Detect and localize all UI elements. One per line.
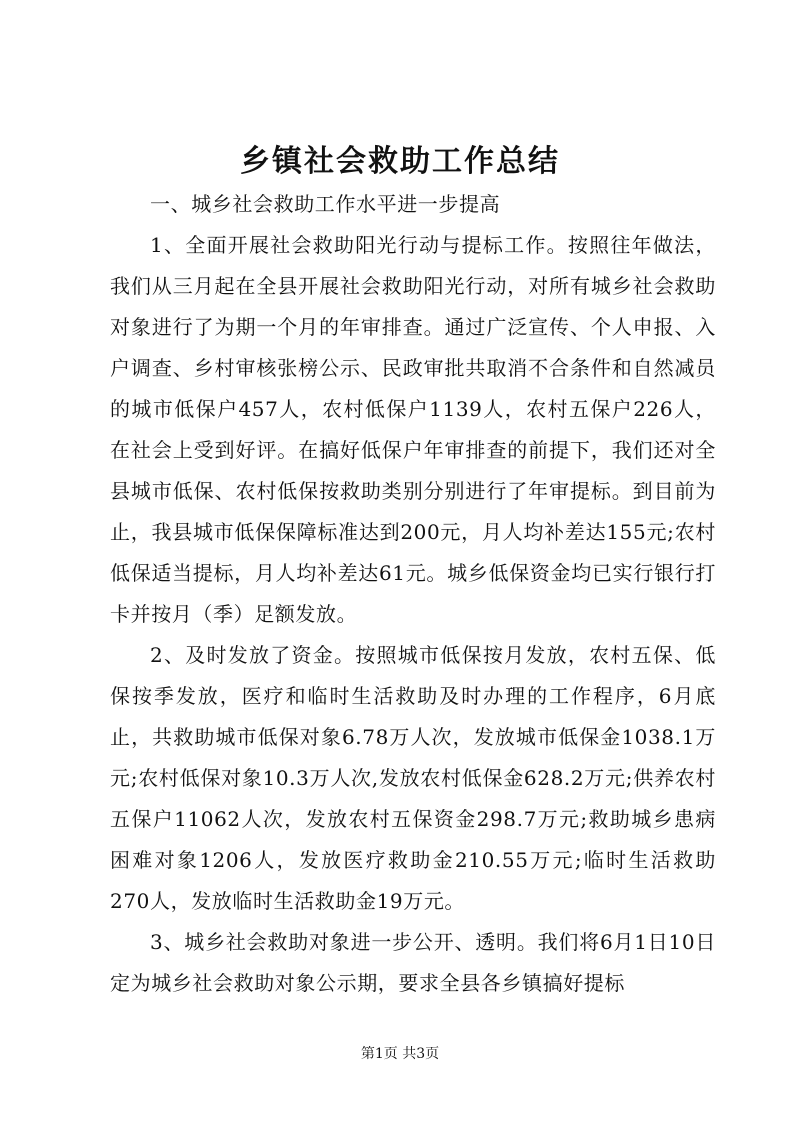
paragraph-1: 1、全面开展社会救助阳光行动与提标工作。按照往年做法，我们从三月起在全县开展社会救助阳光行动，对所有城乡社会救助对象进行了为期一个月的年审排查。通过广泛宣传、个人申报、入户调查、乡村审核张榜公示、民政审批共取消不合条件和自然减员的城市低保户457人，农村低保户1139人，农村五保户226人，在社会上受到好评。在搞好低保户年审排查的前提下，我们还对全县城市低保、农村低保按救助类别分别进行了年审提标。到目前为止，我县城市低保保障标准达到200元，月人均补差达155元;农村低保适当提标，月人均补差达61元。城乡低保资金均已实行银行打卡并按月（季）足额发放。 bbox=[110, 233, 716, 626]
page-number-footer: 第1页 共3页 bbox=[360, 1046, 440, 1062]
paragraph-3: 3、城乡社会救助对象进一步公开、透明。我们将6月1日10日定为城乡社会救助对象公示期，要求全县各乡镇搞好提标 bbox=[110, 930, 716, 995]
paragraph-2: 2、及时发放了资金。按照城市低保按月发放，农村五保、低保按季发放，医疗和临时生活救助及时办理的工作程序，6月底止，共救助城市低保对象6.78万人次，发放城市低保金1038.1万元;农村低保对象10.3万人次,发放农村低保金628.2万元;供养农村五保户11062人次，发放农村五保资金298.7万元;救助城乡患病困难对象1206人，发放医疗救助金210.55万元;临时生活救助270人，发放临时生活救助金19万元。 bbox=[110, 643, 716, 913]
document-body bbox=[110, 184, 716, 1004]
section-heading: 一、城乡社会救助工作水平进一步提高 bbox=[150, 192, 501, 216]
document-title: 乡镇社会救助工作总结 bbox=[240, 144, 560, 179]
